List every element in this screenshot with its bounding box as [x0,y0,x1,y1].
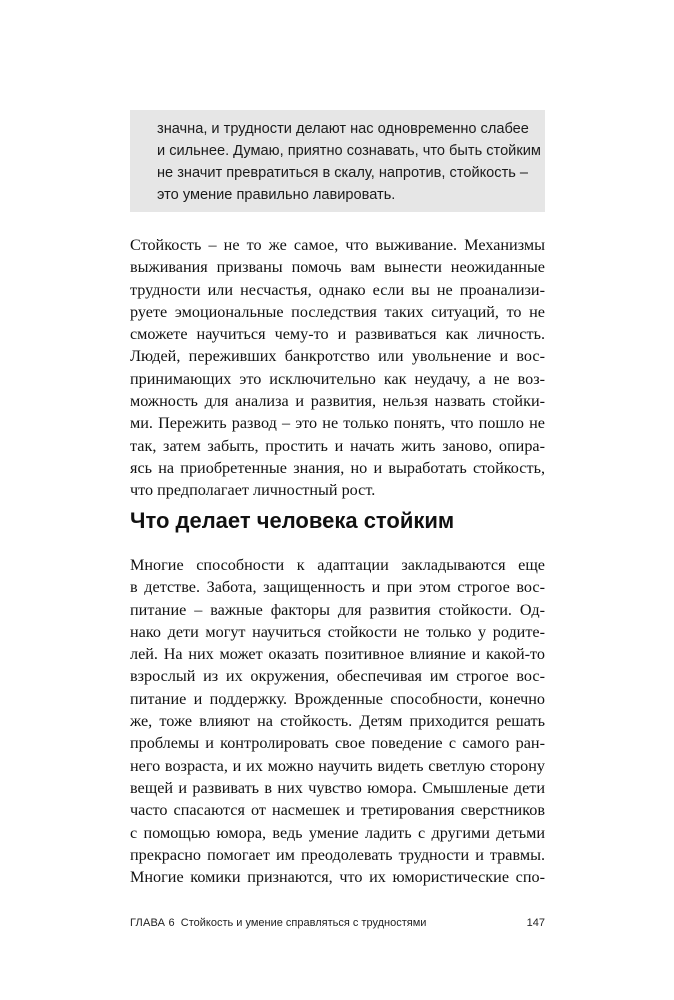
text-line: выживания призваны помочь вам вынести неожиданные [130,258,545,277]
paragraph-adaptation [130,554,545,888]
text-line: так, затем забыть, простить и начать жить заново, опира- [130,436,545,455]
text-line: же, тоже влияют на стойкость. Детям приходится решать [130,712,545,731]
text-line: питание – важные факторы для развития стойкости. Од- [130,600,545,619]
section-heading: Что делает человека стойким [130,508,455,533]
text-line: можность для анализа и развития, нельзя назвать стойки- [130,392,545,411]
chapter-label: ГЛАВА 6 [130,917,175,929]
text-line: Людей, переживших банкротство или увольнение и вос- [130,347,545,366]
text-line: сможете научиться чему-то и развиваться как личность. [130,325,545,344]
text-line: взрослый из их окружения, обеспечивая им строгое вос- [130,667,545,686]
text-line: лей. На них может оказать позитивное влияние и какой-то [130,645,545,664]
text-line: Многие комики признаются, что их юмористические спо- [130,868,545,887]
chapter-title: Стойкость и умение справляться с трудностями [180,917,427,929]
text-line: в детстве. Забота, защищенность и при этом строгое вос- [130,578,545,597]
quote-line: это умение правильно лавировать. [157,187,396,203]
text-line: прекрасно помогает им преодолевать трудности и травмы. [130,845,545,864]
text-line: него возраста, и их можно научить видеть светлую сторону [130,756,545,775]
quote-line: и сильнее. Думаю, приятно сознавать, что быть стойким [157,143,541,159]
text-line: нако дети могут научиться стойкости не только у родите- [130,622,545,641]
text-line: руете эмоциональные последствия таких ситуаций, то не [130,302,545,321]
text-line: ми. Пережить развод – это не только понять, что пошло не [130,414,545,433]
text-line: ясь на приобретенные знания, но и выработать стойкость, [130,458,545,477]
text-line: с помощью юмора, ведь умение ладить с другими детьми [130,823,545,842]
quote-line: значна, и трудности делают нас одновременно слабее [157,121,529,137]
text-line: что предполагает личностный рост. [130,481,376,500]
text-line: питание и поддержку. Врожденные способности, конечно [130,689,545,708]
text-line: Стойкость – не то же самое, что выживание. Механизмы [130,236,545,254]
text-line: проблемы и контролировать свое поведение с самого ран- [130,734,545,753]
text-line: часто спасаются от насмешек и третирования сверстников [130,801,545,820]
quote-line: не значит превратиться в скалу, напротив, стойкость – [157,165,529,181]
page-number: 147 [526,917,545,929]
text-line: Многие способности к адаптации закладываются еще [130,556,545,574]
text-line: принимающих это исключительно как неудачу, а не воз- [130,369,545,388]
text-line: вещей и развивать в них чувство юмора. Смышленые дети [130,778,545,797]
quote-box [130,110,545,212]
text-line: трудности или несчастья, однако если вы не проанализи- [130,280,545,299]
paragraph-survival [130,234,545,502]
page-footer [130,916,545,930]
